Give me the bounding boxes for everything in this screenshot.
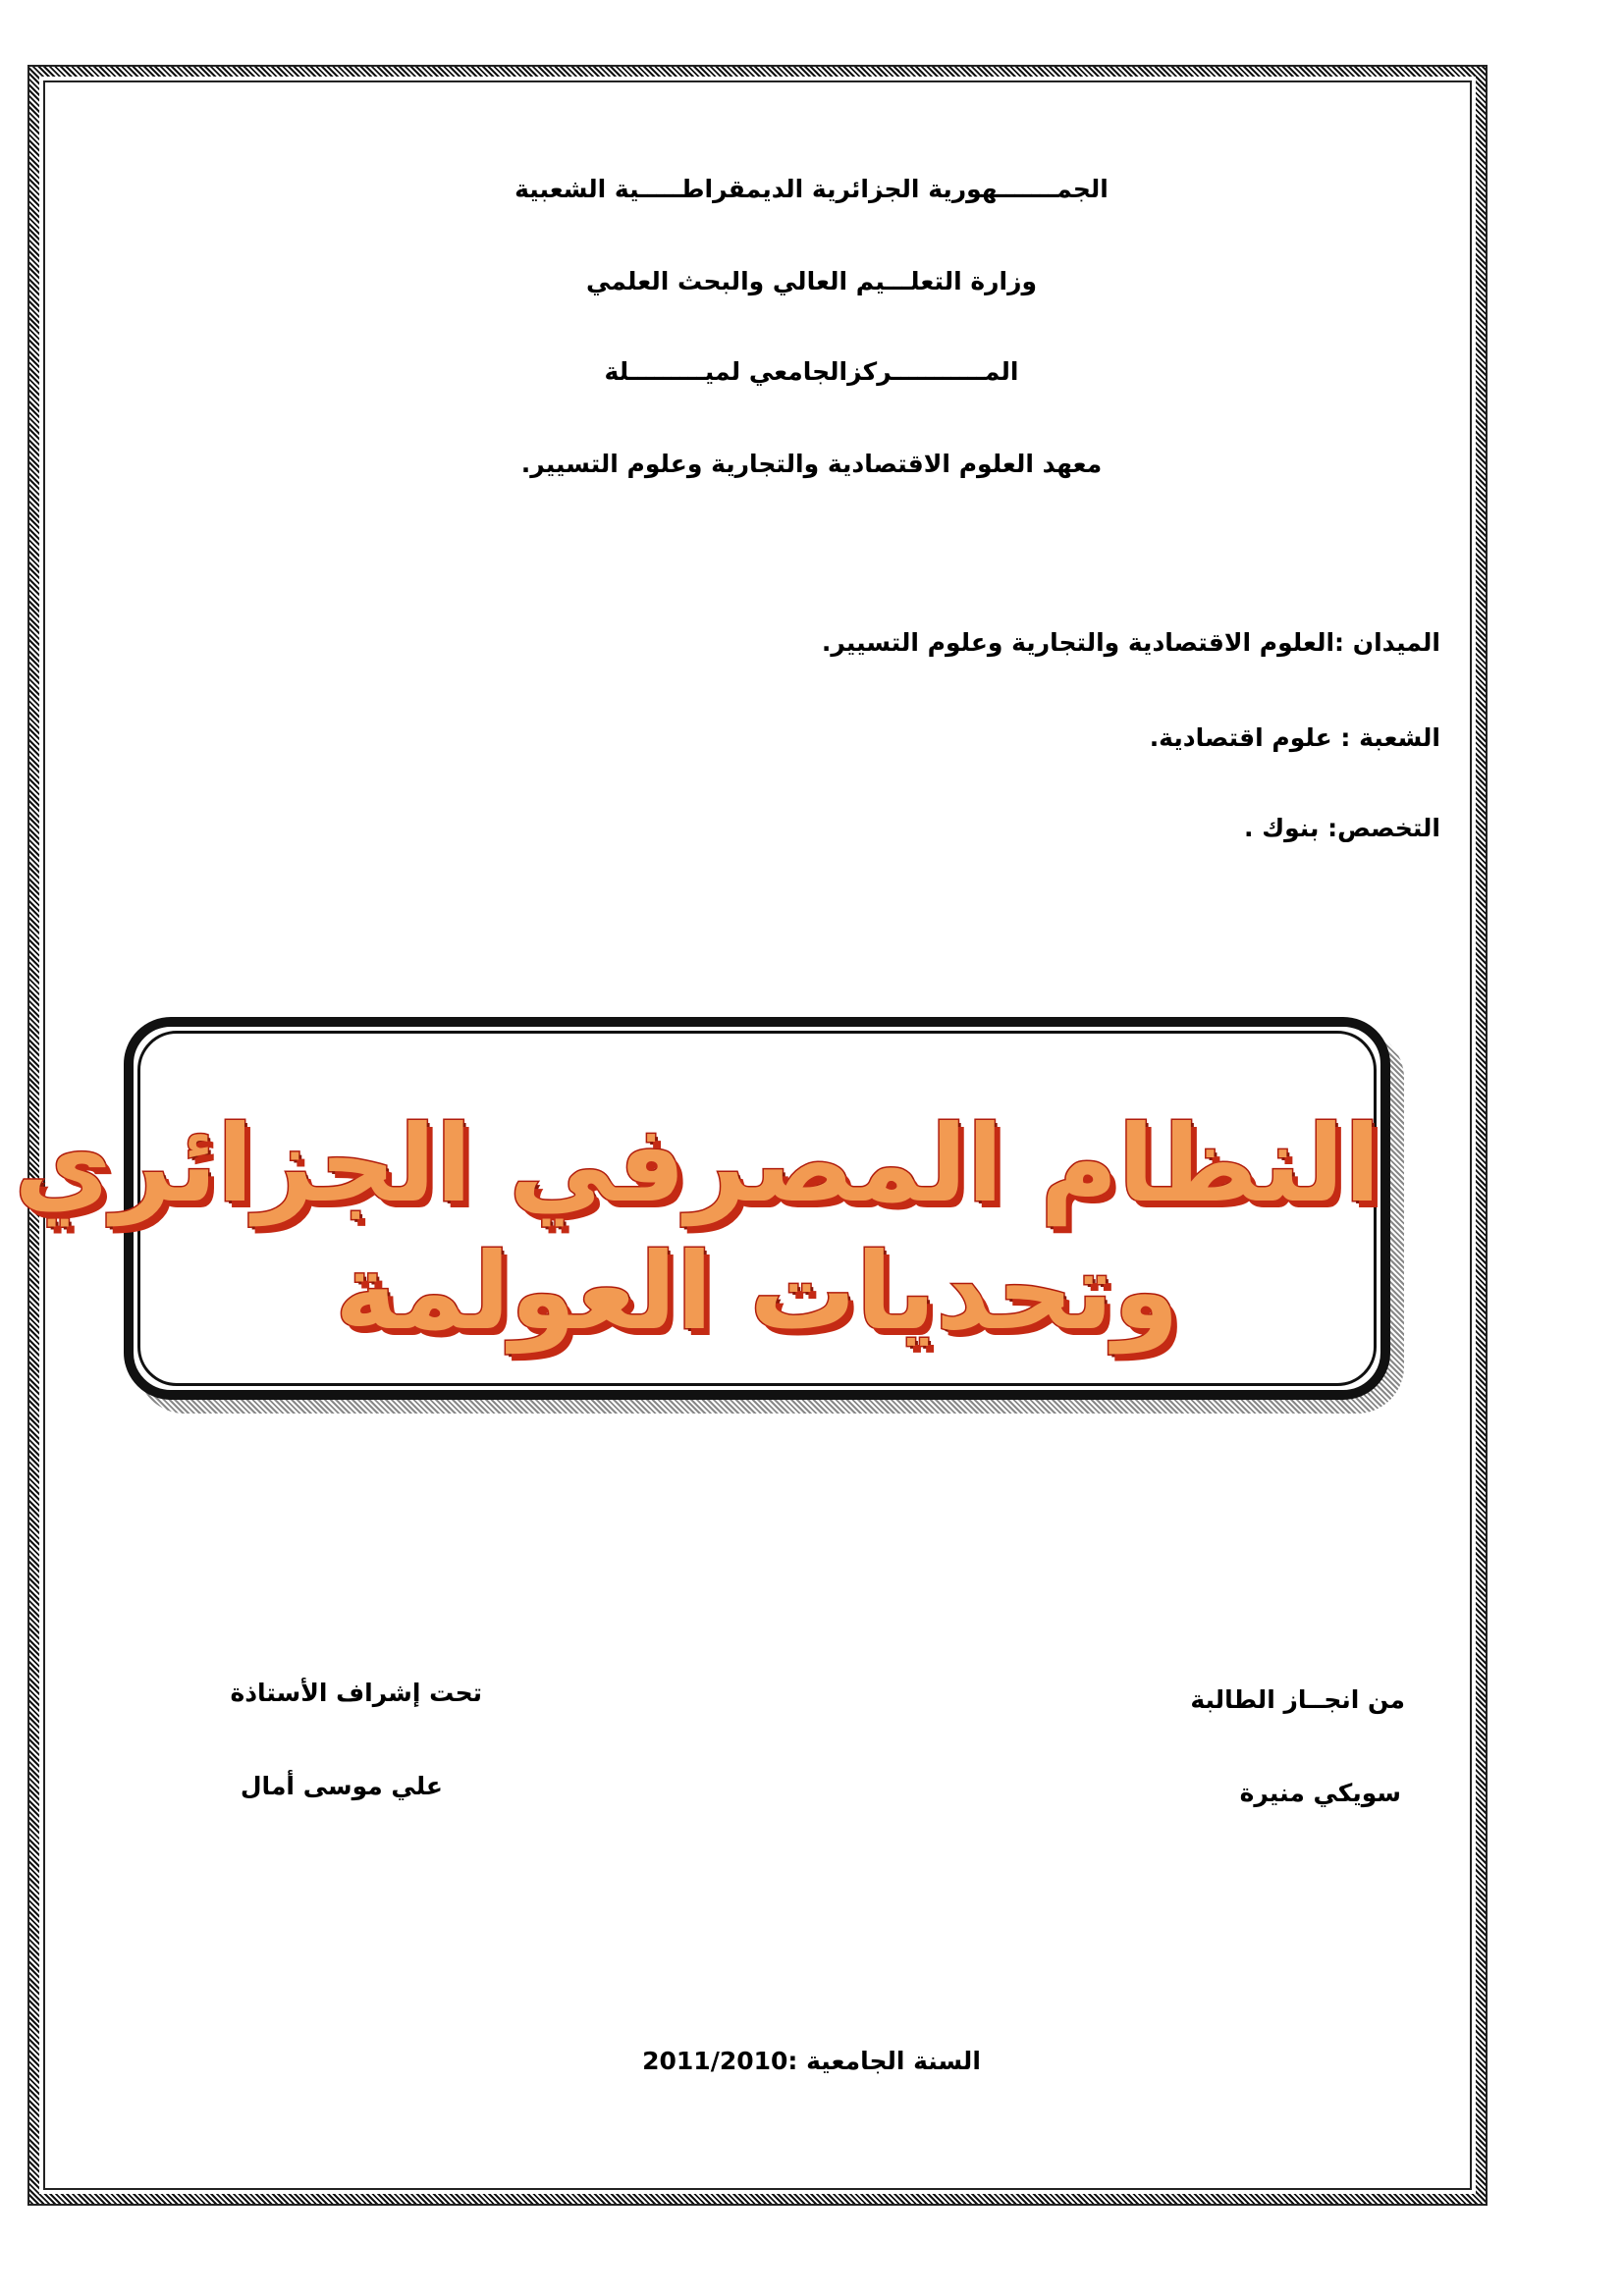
supervised-by-label: تحت إشراف الأستاذة [230, 1679, 482, 1707]
university-center-heading: المـــــــــــركزالجامعي لميـــــــــلة [604, 357, 1019, 386]
thesis-title-line-2: وتحديات العولمة [335, 1231, 1179, 1354]
thesis-title-line-1: النظام المصرفي الجزائري [14, 1103, 1380, 1226]
supervisor-name: علي موسى أمال [240, 1772, 443, 1800]
branch-field: الشعبة : علوم اقتصادية. [1149, 723, 1440, 752]
title-box [14, 1017, 1390, 1400]
specialty-field: التخصص: بنوك . [1244, 814, 1440, 842]
prepared-by-label: من انجــاز الطالبة [1190, 1685, 1405, 1714]
academic-year: السنة الجامعية :2011/2010 [642, 2047, 981, 2075]
student-name: سويكي منيرة [1239, 1779, 1401, 1807]
ministry-heading: وزارة التعلـــيم العالي والبحث العلمي [585, 267, 1038, 295]
institute-heading: معهد العلوم الاقتصادية والتجارية وعلوم التسيير. [520, 450, 1103, 478]
republic-heading: الجمـــــــهورية الجزائرية الديمقراطـــــية الشعبية [514, 175, 1109, 203]
domain-field: الميدان :العلوم الاقتصادية والتجارية وعلوم التسيير. [821, 628, 1440, 657]
